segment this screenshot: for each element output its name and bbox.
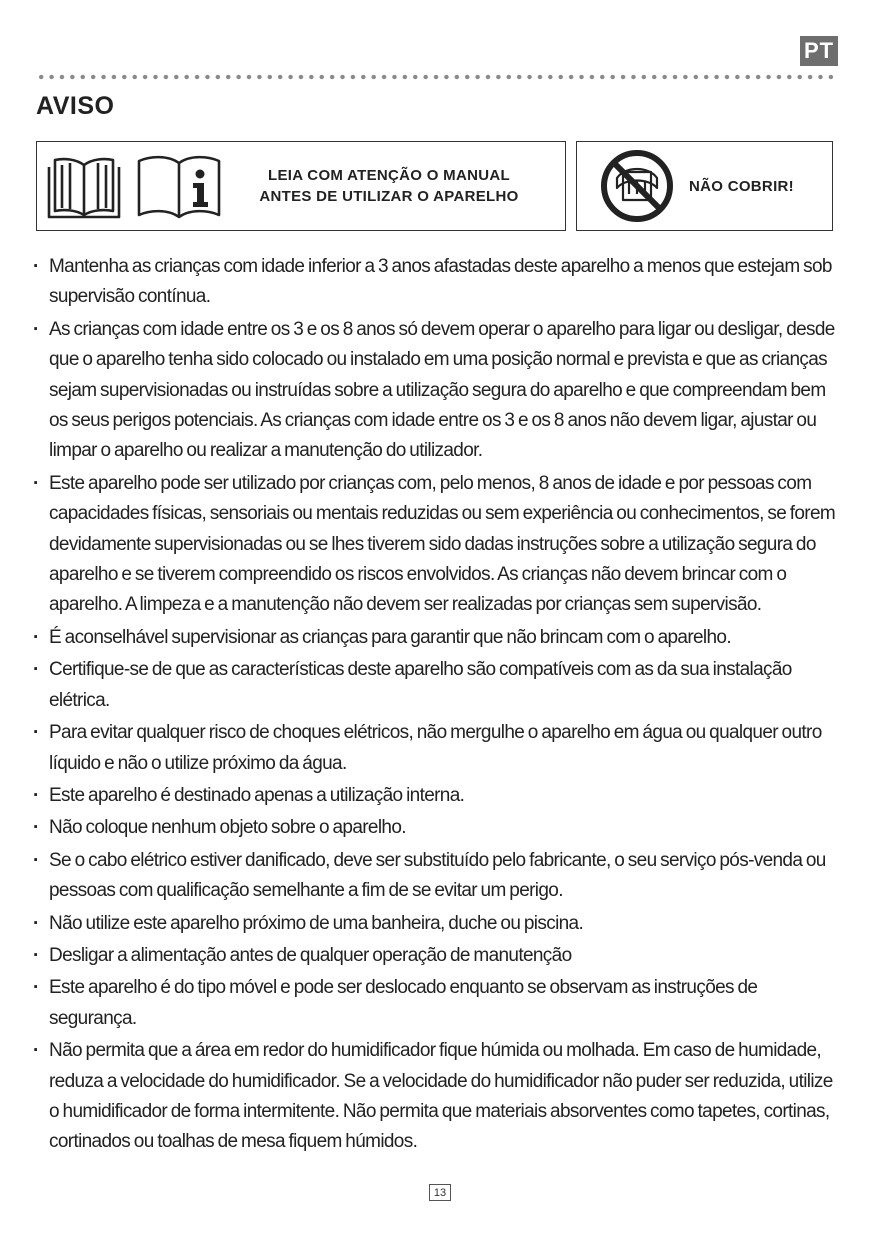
- list-item: · Este aparelho é do tipo móvel e pode ser deslocado enquanto se observam as instruções de segurança.: [32, 973, 838, 1034]
- page-number: 13: [429, 1184, 451, 1201]
- list-item: · Não permita que a área em redor do humidificador fique húmida ou molhada. Em caso de humidade, reduza a velocidade do humidificador. Se a velocidade do humidificador não puder ser reduzida, utilize o humidificador de forma intermitente. Não permita que materiais absorventes como tapetes, cortinas, cortinados ou toalhas de mesa fiquem húmidos.: [32, 1036, 838, 1158]
- list-item: · Se o cabo elétrico estiver danificado, deve ser substituído pelo fabricante, o seu serviço pós-venda ou pessoas com qualificação semelhante a fim de se evitar um perigo.: [32, 846, 838, 907]
- list-item: · Este aparelho é destinado apenas a utilização interna.: [32, 781, 838, 811]
- no-cover-prohibition-icon: [599, 148, 675, 224]
- info-book-icon: [136, 153, 222, 219]
- read-manual-notice: [36, 141, 566, 231]
- open-book-icon: [46, 153, 122, 219]
- list-item: · É aconselhável supervisionar as crianças para garantir que não brincam com o aparelho.: [32, 623, 838, 653]
- page-title: AVISO: [36, 92, 115, 120]
- warning-list: [32, 252, 838, 1160]
- list-item: · Não utilize este aparelho próximo de uma banheira, duche ou piscina.: [32, 909, 838, 939]
- do-not-cover-notice: [576, 141, 833, 231]
- dotted-divider: [36, 74, 839, 80]
- do-not-cover-text: NÃO COBRIR!: [689, 177, 794, 195]
- list-item: · Não coloque nenhum objeto sobre o aparelho.: [32, 813, 838, 843]
- list-item: · As crianças com idade entre os 3 e os 8 anos só devem operar o aparelho para ligar ou desligar, desde que o aparelho tenha sido colocado ou instalado em uma posição normal e prevista e que as crianças sejam supervisionadas ou instruídas sobre a utilização segura do aparelho e que compreendam bem os seus perigos potenciais. As crianças com idade entre os 3 e os 8 anos não devem ligar, ajustar ou limpar o aparelho ou realizar a manutenção do utilizador.: [32, 315, 838, 467]
- language-badge: PT: [800, 36, 838, 66]
- list-item: · Desligar a alimentação antes de qualquer operação de manutenção: [32, 941, 838, 971]
- list-item: · Certifique-se de que as características deste aparelho são compatíveis com as da sua instalação elétrica.: [32, 655, 838, 716]
- read-manual-text: LEIA COM ATENÇÃO O MANUAL ANTES DE UTILIZAR O APARELHO: [259, 167, 519, 205]
- list-item: · Este aparelho pode ser utilizado por crianças com, pelo menos, 8 anos de idade e por pessoas com capacidades físicas, sensoriais ou mentais reduzidas ou sem experiência ou conhecimentos, se forem devidamente supervisionadas ou se lhes tiverem sido dadas instruções sobre a utilização segura do aparelho e se tiverem compreendido os riscos envolvidos. As crianças não devem brincar com o aparelho. A limpeza e a manutenção não devem ser realizadas por crianças sem supervisão.: [32, 469, 838, 621]
- list-item: · Mantenha as crianças com idade inferior a 3 anos afastadas deste aparelho a menos que estejam sob supervisão contínua.: [32, 252, 838, 313]
- list-item: · Para evitar qualquer risco de choques elétricos, não mergulhe o aparelho em água ou qualquer outro líquido e não o utilize próximo da água.: [32, 718, 838, 779]
